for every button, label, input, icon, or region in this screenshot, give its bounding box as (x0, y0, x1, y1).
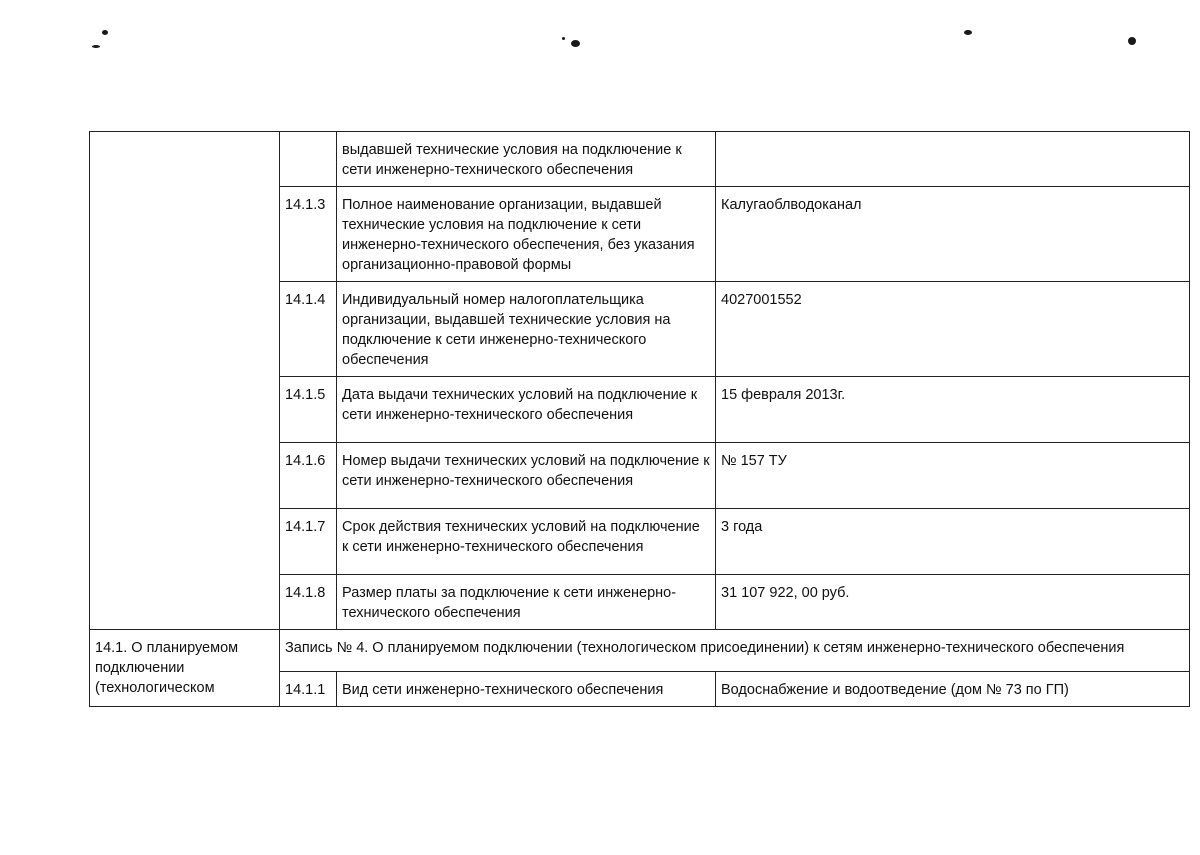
scan-speck (562, 37, 565, 40)
row-number: 14.1.6 (280, 443, 337, 509)
row-number: 14.1.7 (280, 509, 337, 575)
row-label: Индивидуальный номер налогоплательщика организации, выдавшей технические условия на подключение к сети инженерно-технического обеспечения (337, 282, 716, 377)
scan-speck (964, 30, 972, 35)
row-value: 4027001552 (716, 282, 1190, 377)
row-number: 14.1.8 (280, 575, 337, 630)
row-value (716, 132, 1190, 187)
row-value: 3 года (716, 509, 1190, 575)
row-value: 15 февраля 2013г. (716, 377, 1190, 443)
section-record-title: Запись № 4. О планируемом подключении (технологическом присоединении) к сетям инженерно-технического обеспечения (280, 630, 1190, 672)
scan-speck (571, 40, 580, 47)
row-label: Дата выдачи технических условий на подключение к сети инженерно-технического обеспечения (337, 377, 716, 443)
table-row (90, 132, 1190, 187)
row-label: Размер платы за подключение к сети инженерно-технического обеспечения (337, 575, 716, 630)
row-value: 31 107 922, 00 руб. (716, 575, 1190, 630)
row-number (280, 132, 337, 187)
row-label: выдавшей технические условия на подключение к сети инженерно-технического обеспечения (337, 132, 716, 187)
row-value: Калугаоблводоканал (716, 187, 1190, 282)
scan-speck (92, 45, 100, 48)
row-number: 14.1.4 (280, 282, 337, 377)
row-number: 14.1.1 (280, 672, 337, 707)
row-value: № 157 ТУ (716, 443, 1190, 509)
document-table (89, 131, 1190, 707)
section-column-cell (90, 132, 280, 630)
row-value: Водоснабжение и водоотведение (дом № 73 по ГП) (716, 672, 1190, 707)
row-label: Номер выдачи технических условий на подключение к сети инженерно-технического обеспечения (337, 443, 716, 509)
row-label: Срок действия технических условий на подключение к сети инженерно-технического обеспечения (337, 509, 716, 575)
row-label: Полное наименование организации, выдавшей технические условия на подключение к сети инженерно-технического обеспечения, без указания организационно-правовой формы (337, 187, 716, 282)
scan-speck (102, 30, 108, 35)
row-number: 14.1.3 (280, 187, 337, 282)
row-label: Вид сети инженерно-технического обеспечения (337, 672, 716, 707)
scan-speck (1128, 37, 1136, 45)
row-number: 14.1.5 (280, 377, 337, 443)
section-title: 14.1. О планируемом подключении (технологическом (90, 630, 280, 707)
section-header-row (90, 630, 1190, 672)
